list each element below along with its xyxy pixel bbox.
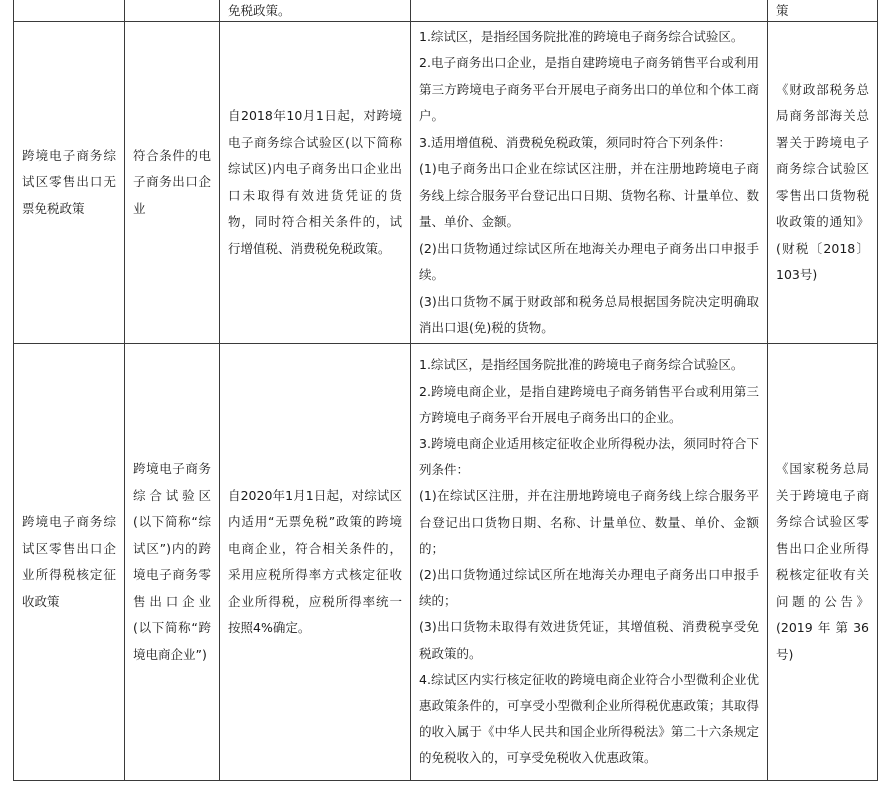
policy-basis: 《财政部税务总局商务部海关总署关于跨境电子商务综合试验区零售出口货物税收政策的通知》(财税〔2018〕103号) (776, 81, 869, 282)
basis-cell (768, 344, 878, 781)
conditions-cell (411, 344, 768, 781)
preferential-content: 自2018年10月1日起，对跨境电子商务综合试验区(以下简称综试区)内电子商务出口企业出口未取得有效进货凭证的货物，同时符合相关条件的，试行增值税、消费税免税政策。 (228, 108, 402, 256)
content-cell (220, 22, 411, 344)
conditions-cell (411, 22, 768, 344)
policy-table (13, 0, 878, 781)
content-fragment: 免税政策。 (228, 3, 291, 18)
condition-item: 1.综试区，是指经国务院批准的跨境电子商务综合试验区。 (419, 28, 744, 44)
condition-item: 2.电子商务出口企业，是指自建跨境电子商务销售平台或利用第三方跨境电子商务平台开展电子商务出口的单位和个体工商户。 (419, 55, 759, 123)
subject-cell (125, 344, 220, 781)
condition-item: (2)出口货物通过综试区所在地海关办理电子商务出口申报手续的； (419, 567, 759, 609)
condition-item: (3)出口货物不属于财政部和税务总局根据国务院决定明确取消出口退(免)税的货物。 (419, 293, 759, 335)
policy-name: 跨境电子商务综试区零售出口无票免税政策 (22, 147, 116, 216)
condition-item: 1.综试区，是指经国务院批准的跨境电子商务综合试验区。 (419, 357, 744, 373)
condition-item: 3.适用增值税、消费税免税政策，须同时符合下列条件： (419, 134, 731, 150)
policy-name: 跨境电子商务综试区零售出口企业所得税核定征收政策 (22, 514, 116, 609)
preferential-content: 自2020年1月1日起，对综试区内适用“无票免税”政策的跨境电商企业，符合相关条件的，采用应税所得率方式核定征收企业所得税，应税所得率统一按照4%确定。 (228, 487, 402, 635)
policy-name-cell (14, 344, 125, 781)
condition-item: 4.综试区内实行核定征收的跨境电商企业符合小型微利企业优惠政策条件的，可享受小型微利企业所得税优惠政策；其取得的收入属于《中华人民共和国企业所得税法》第二十六条规定的免税收入的，可享受免税收入优惠政策。 (419, 671, 759, 766)
basis-cell (768, 22, 878, 344)
conditions-cell (411, 0, 768, 22)
policy-basis: 《国家税务总局关于跨境电子商务综合试验区零售出口企业所得税核定征收有关问题的公告》(2019年第36号) (776, 461, 869, 662)
subject-cell (125, 22, 220, 344)
content-cell (220, 344, 411, 781)
condition-item: (2)出口货物通过综试区所在地海关办理电子商务出口申报手续。 (419, 240, 759, 282)
table-row (14, 344, 878, 781)
condition-item: (1)在综试区注册，并在注册地跨境电子商务线上综合服务平台登记出口货物日期、名称、计量单位、数量、单价、金额的； (419, 488, 759, 556)
content-cell (220, 0, 411, 22)
condition-item: 2.跨境电商企业，是指自建跨境电子商务销售平台或利用第三方跨境电子商务平台开展电子商务出口的企业。 (419, 383, 759, 425)
table-row (14, 22, 878, 344)
policy-name-cell (14, 0, 125, 22)
applicable-subject: 符合条件的电子商务出口企业 (133, 147, 211, 216)
applicable-subject: 跨境电子商务综合试验区(以下简称“综试区”)内的跨境电子商务零售出口企业(以下简称“跨境电商企业”) (133, 461, 211, 662)
basis-fragment: 策 (776, 3, 789, 18)
policy-name-cell (14, 22, 125, 344)
condition-item: (1)电子商务出口企业在综试区注册，并在注册地跨境电子商务线上综合服务平台登记出口日期、货物名称、计量单位、数量、单价、金额。 (419, 161, 759, 229)
condition-item: 3.跨境电商企业适用核定征收企业所得税办法，须同时符合下列条件： (419, 435, 759, 478)
basis-cell (768, 0, 878, 22)
subject-cell (125, 0, 220, 22)
condition-item: (3)出口货物未取得有效进货凭证，其增值税、消费税享受免税政策的。 (419, 619, 759, 661)
table-row (14, 0, 878, 22)
